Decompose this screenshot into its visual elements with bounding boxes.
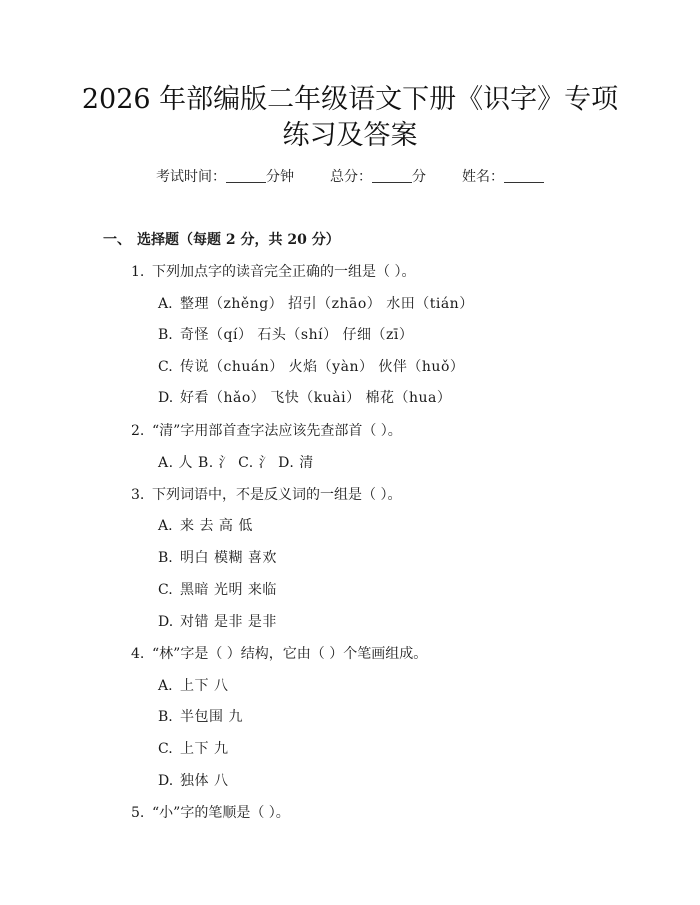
q1-option-a	[158, 294, 474, 314]
q4-option-c	[158, 739, 228, 759]
option-text: 上下 八	[180, 678, 229, 694]
question-text: 下列加点字的读音完全正确的一组是（ ）。	[152, 264, 416, 280]
page-title-line-2: 练习及答案	[282, 120, 418, 151]
time-label: 考试时间：	[156, 169, 226, 185]
name-blank	[504, 168, 544, 183]
section-number: 一、	[103, 232, 131, 248]
question-number: 4.	[131, 646, 145, 662]
option-label: B.	[158, 550, 173, 566]
option-label: B.	[158, 709, 173, 725]
q1-option-c	[158, 357, 464, 377]
option-label: D.	[158, 390, 174, 406]
q2-options	[158, 453, 314, 473]
question-number: 1.	[131, 264, 145, 280]
time-blank	[226, 168, 266, 183]
q4-option-d	[158, 771, 228, 791]
option-text: 独体 八	[180, 773, 229, 789]
section-heading	[103, 230, 340, 250]
question-text: 下列词语中，不是反义词的一组是（ ）。	[152, 487, 402, 503]
q1-option-b	[158, 325, 413, 345]
option-text: 奇怪（qí） 石头（shí） 仔细（zī）	[180, 327, 414, 343]
question-number: 2.	[131, 423, 145, 439]
name-label: 姓名：	[462, 169, 504, 185]
option-label: A.	[158, 296, 173, 312]
option-text: 黑暗 光明 来临	[180, 582, 277, 598]
q3-option-d	[158, 612, 277, 632]
option-text: 好看（hǎo） 飞快（kuài） 棉花（hua）	[180, 390, 452, 406]
page-title-line-1: 2026 年部编版二年级语文下册《识字》专项	[81, 84, 619, 115]
option-label: A.	[158, 518, 173, 534]
time-unit: 分钟	[266, 169, 294, 185]
section-title: 选择题（每题 2 分，共 20 分）	[137, 232, 340, 248]
option-text: A. 人 B. 氵 C. 氵 D. 清	[158, 455, 314, 471]
option-label: D.	[158, 773, 174, 789]
option-label: D.	[158, 614, 174, 630]
option-text: 半包围 九	[180, 709, 243, 725]
question-5	[131, 803, 290, 823]
question-number: 5.	[131, 805, 145, 821]
option-label: C.	[158, 359, 173, 375]
question-4	[131, 644, 427, 664]
option-label: C.	[158, 582, 173, 598]
score-blank	[372, 168, 412, 183]
option-label: B.	[158, 327, 173, 343]
question-text: “小”字的笔顺是（ ）。	[152, 805, 290, 821]
question-3	[131, 485, 401, 505]
exam-meta	[0, 167, 700, 187]
q1-option-d	[158, 388, 451, 408]
option-text: 来 去 高 低	[180, 518, 253, 534]
score-unit: 分	[412, 169, 426, 185]
question-1	[131, 262, 415, 282]
option-label: C.	[158, 741, 173, 757]
q3-option-c	[158, 580, 277, 600]
question-text: “林”字是（ ）结构，它由（ ）个笔画组成。	[152, 646, 428, 662]
q3-option-b	[158, 548, 277, 568]
q4-option-b	[158, 707, 243, 727]
score-label: 总分：	[330, 169, 372, 185]
question-text: “清”字用部首查字法应该先查部首（ ）。	[152, 423, 402, 439]
option-label: A.	[158, 678, 173, 694]
q4-option-a	[158, 676, 228, 696]
option-text: 对错 是非 是非	[180, 614, 277, 630]
option-text: 明白 模糊 喜欢	[180, 550, 277, 566]
option-text: 上下 九	[180, 741, 229, 757]
option-text: 传说（chuán） 火焰（yàn） 伙伴（huǒ）	[180, 359, 465, 375]
question-2	[131, 421, 402, 441]
question-number: 3.	[131, 487, 145, 503]
q3-option-a	[158, 516, 253, 536]
option-text: 整理（zhěng） 招引（zhāo） 水田（tián）	[180, 296, 474, 312]
